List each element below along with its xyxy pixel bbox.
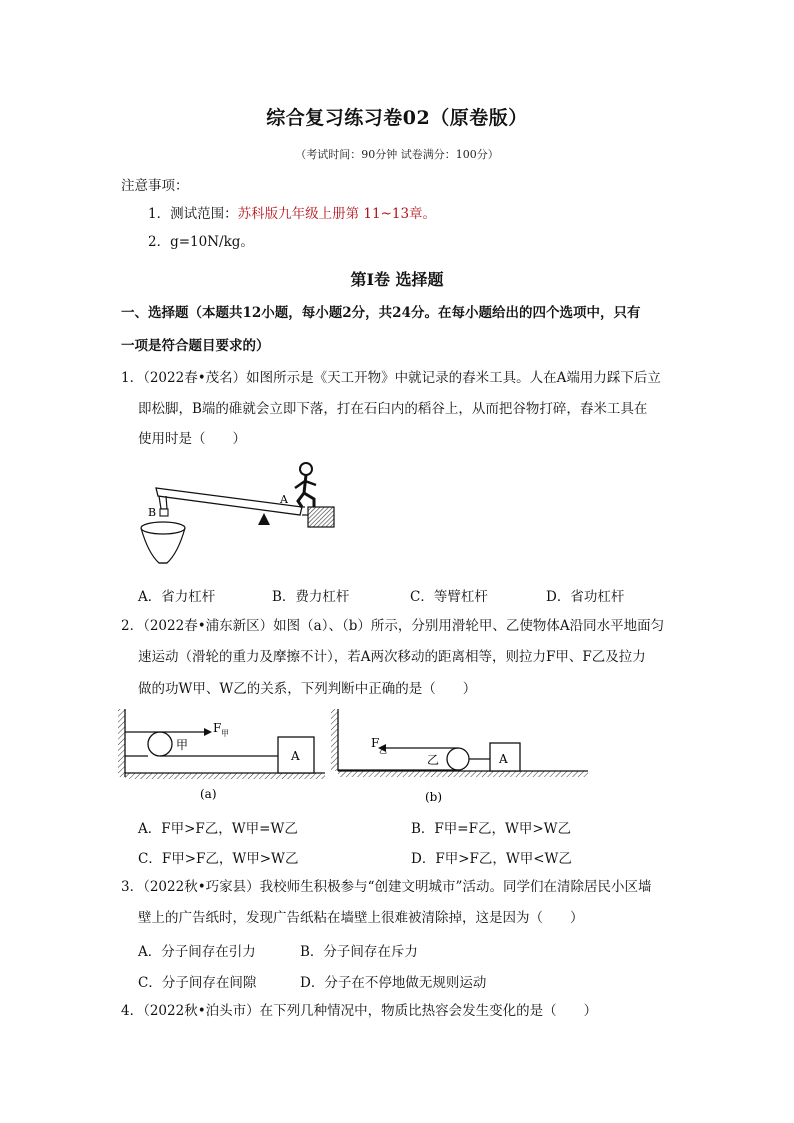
q1-option-a[interactable]: A．省力杠杆: [138, 589, 216, 605]
q2-line-2: 速运动（滑轮的重力及摩擦不计），若A两次移动的距离相等，则拉力F甲、F乙及拉力: [138, 649, 646, 665]
fig-b-pulley-label: 乙: [427, 753, 440, 767]
pestle-icon: [159, 496, 167, 509]
fig-a-pulley-icon: [148, 732, 172, 756]
q2-option-c[interactable]: C．F甲>F乙，W甲>W乙: [138, 851, 299, 867]
section-title: 第Ⅰ卷 选择题: [350, 270, 444, 289]
fulcrum-icon: [258, 513, 270, 525]
q2-line-3: 做的功W甲、W乙的关系，下列判断中正确的是（ ）: [138, 681, 477, 697]
person-leg-front: [298, 493, 304, 507]
q2-figure-pulleys: [118, 705, 628, 805]
fig-b-ground: [338, 771, 588, 777]
notes-item-2: 2．g=10N/kg。: [148, 234, 254, 250]
q2-option-d[interactable]: D．F甲>F乙，W甲<W乙: [411, 851, 572, 867]
q2-option-b[interactable]: B．F甲=F乙，W甲>W乙: [411, 821, 572, 837]
person-torso: [304, 475, 306, 493]
q3-option-b[interactable]: B．分子间存在斥力: [300, 944, 418, 960]
fig-b-block-label: A: [499, 752, 508, 766]
q4-line-1: 4．（2022秋•泊头市）在下列几种情况中，物质比热容会发生变化的是（ ）: [121, 1003, 598, 1019]
notes-item-1: [148, 205, 436, 223]
fig-b-wall: [331, 709, 338, 771]
q1-line-2: 即松脚，B端的碓就会立即下落，打在石臼内的稻谷上，从而把谷物打碎，舂米工具在: [138, 401, 648, 417]
q1-option-b[interactable]: B．费力杠杆: [272, 589, 350, 605]
q3-option-d[interactable]: D．分子在不停地做无规则运动: [300, 975, 487, 991]
lever-label-b: B: [148, 506, 157, 519]
person-leg-back: [304, 493, 314, 507]
fig-a-force-sub: 甲: [221, 729, 229, 738]
pestle-head: [160, 509, 168, 516]
q1-option-c[interactable]: C．等臂杠杆: [410, 589, 488, 605]
fig-a-wall: [118, 709, 125, 777]
fig-a-force-arrow-icon: [204, 728, 212, 736]
q1-option-d[interactable]: D．省功杠杆: [546, 589, 625, 605]
notes-item-1-range: 苏科版九年级上册第 11~13章。: [237, 206, 437, 222]
fig-a-caption: (a): [200, 787, 217, 801]
person-head-icon: [300, 463, 312, 475]
part1-line-2: 一项是符合题目要求的）: [121, 338, 270, 354]
fig-a-block-label: A: [291, 749, 300, 763]
mortar-rim: [141, 522, 185, 534]
q3-line-2: 壁上的广告纸时，发现广告纸粘在墙壁上很难被清除掉，这是因为（ ）: [138, 910, 584, 926]
q3-option-c[interactable]: C．分子间存在间隙: [138, 975, 257, 991]
q2-line-1: 2．（2022春•浦东新区）如图（a）、（b）所示，分别用滑轮甲、乙使物体A沿同水平地面匀: [121, 618, 665, 634]
notes-item-1-prefix: 1．测试范围：: [148, 206, 238, 222]
fig-b-pulley-icon: [447, 748, 469, 770]
q3-option-a[interactable]: A．分子间存在引力: [138, 944, 256, 960]
fig-a-ground: [125, 773, 325, 779]
q1-figure-mortar-pestle: [130, 455, 350, 570]
fig-a-pulley-label: 甲: [176, 738, 189, 752]
q3-line-1: 3．（2022秋•巧家县）我校师生积极参与“创建文明城市”活动。同学们在清除居民小区墙: [121, 879, 652, 895]
platform-block: [308, 507, 334, 527]
fig-b-force-sub: 乙: [379, 746, 387, 755]
notes-heading: 注意事项：: [121, 178, 189, 194]
paper-subtitle: （考试时间：90分钟 试卷满分：100分）: [295, 148, 499, 161]
fig-b-caption: (b): [425, 790, 443, 804]
q2-option-a[interactable]: A．F甲>F乙，W甲=W乙: [138, 821, 298, 837]
lever-label-a: A: [280, 493, 288, 506]
paper-title: 综合复习练习卷02（原卷版）: [266, 107, 528, 129]
q1-line-3: 使用时是（ ）: [138, 431, 246, 447]
fig-a-force-label: F: [213, 721, 222, 735]
fig-b-force-label: F: [371, 736, 380, 750]
q1-line-1: 1．（2022春•茂名）如图所示是《天工开物》中就记录的舂米工具。人在A端用力踩下后立: [121, 370, 661, 386]
part1-line-1: 一、选择题（本题共12小题，每小题2分，共24分。在每小题给出的四个选项中，只有: [121, 305, 641, 321]
